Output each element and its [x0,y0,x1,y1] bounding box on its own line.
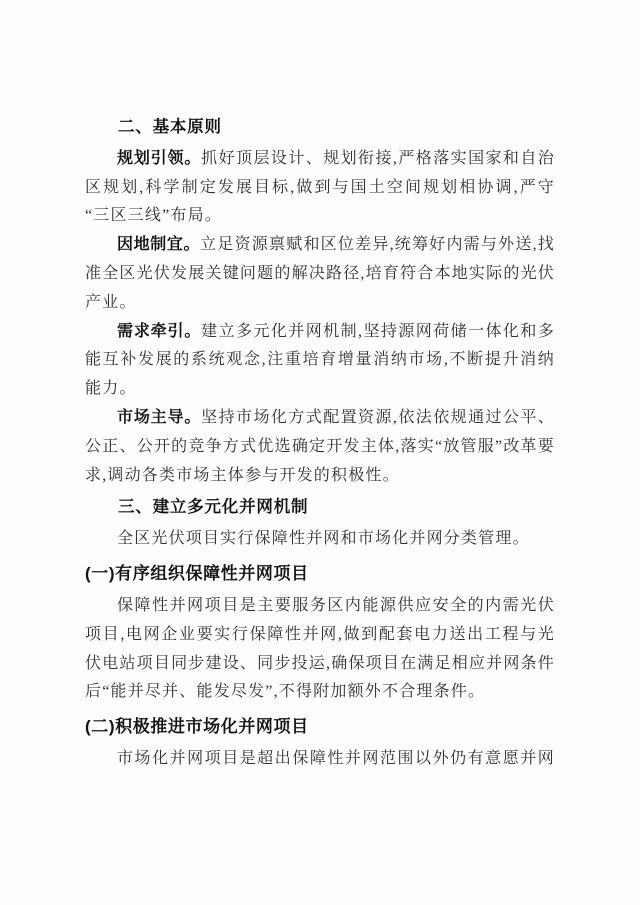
paragraph-classification-management: 全区光伏项目实行保障性并网和市场化并网分类管理。 [117,530,530,548]
paragraph-text-planning: 抓好顶层设计、规划衔接,严格落实国家和自治区规划,科学制定发展目标,做到与国土空间规划相协调,严守“三区三线”布局。 [85,149,555,225]
subheading-market-grid-projects: (二)积极推进市场化并网项目 [85,717,309,737]
paragraph-guaranteed-grid-projects: 保障性并网项目是主要服务区内能源供应安全的内需光伏项目,电网企业要实行保障性并网,做到配套电力送出工程与光伏电站项目同步建设、同步投运,确保项目在满足相应并网条件后“能并尽并、能发尽发”,不得附加额外不合理条件。 [85,596,555,701]
heading-basic-principles: 二、基本原则 [118,118,222,136]
heading-grid-connection-mechanism: 三、建立多元化并网机制 [118,498,309,517]
paragraph-market-led [85,404,555,490]
paragraph-lead-market-led: 市场主导。 [117,408,202,426]
subheading-guaranteed-grid-projects: (一)有序组织保障性并网项目 [85,563,309,583]
paragraph-lead-planning: 规划引领。 [117,149,202,167]
document-body [85,113,555,774]
paragraph-planning-guidance [85,145,555,231]
paragraph-lead-local-conditions: 因地制宜。 [117,236,201,254]
paragraph-text-local-conditions: 立足资源禀赋和区位差异,统筹好内需与外送,找准全区光伏发展关键问题的解决路径,培育符合本地实际的光伏产业。 [85,236,555,311]
paragraph-local-conditions [85,231,555,317]
paragraph-text-market-led: 坚持市场化方式配置资源,依法依规通过公平、公正、公开的竞争方式优选确定开发主体,落实“放管服”改革要求,调动各类市场主体参与开发的积极性。 [85,408,555,484]
paragraph-demand-driven [85,318,555,404]
paragraph-text-demand-driven: 建立多元化并网机制,坚持源网荷储一体化和多能互补发展的系统观念,注重培育增量消纳市场,不断提升消纳能力。 [85,322,555,398]
paragraph-market-grid-projects: 市场化并网项目是超出保障性并网范围以外仍有意愿并网 [117,750,555,768]
paragraph-lead-demand-driven: 需求牵引。 [117,322,202,340]
